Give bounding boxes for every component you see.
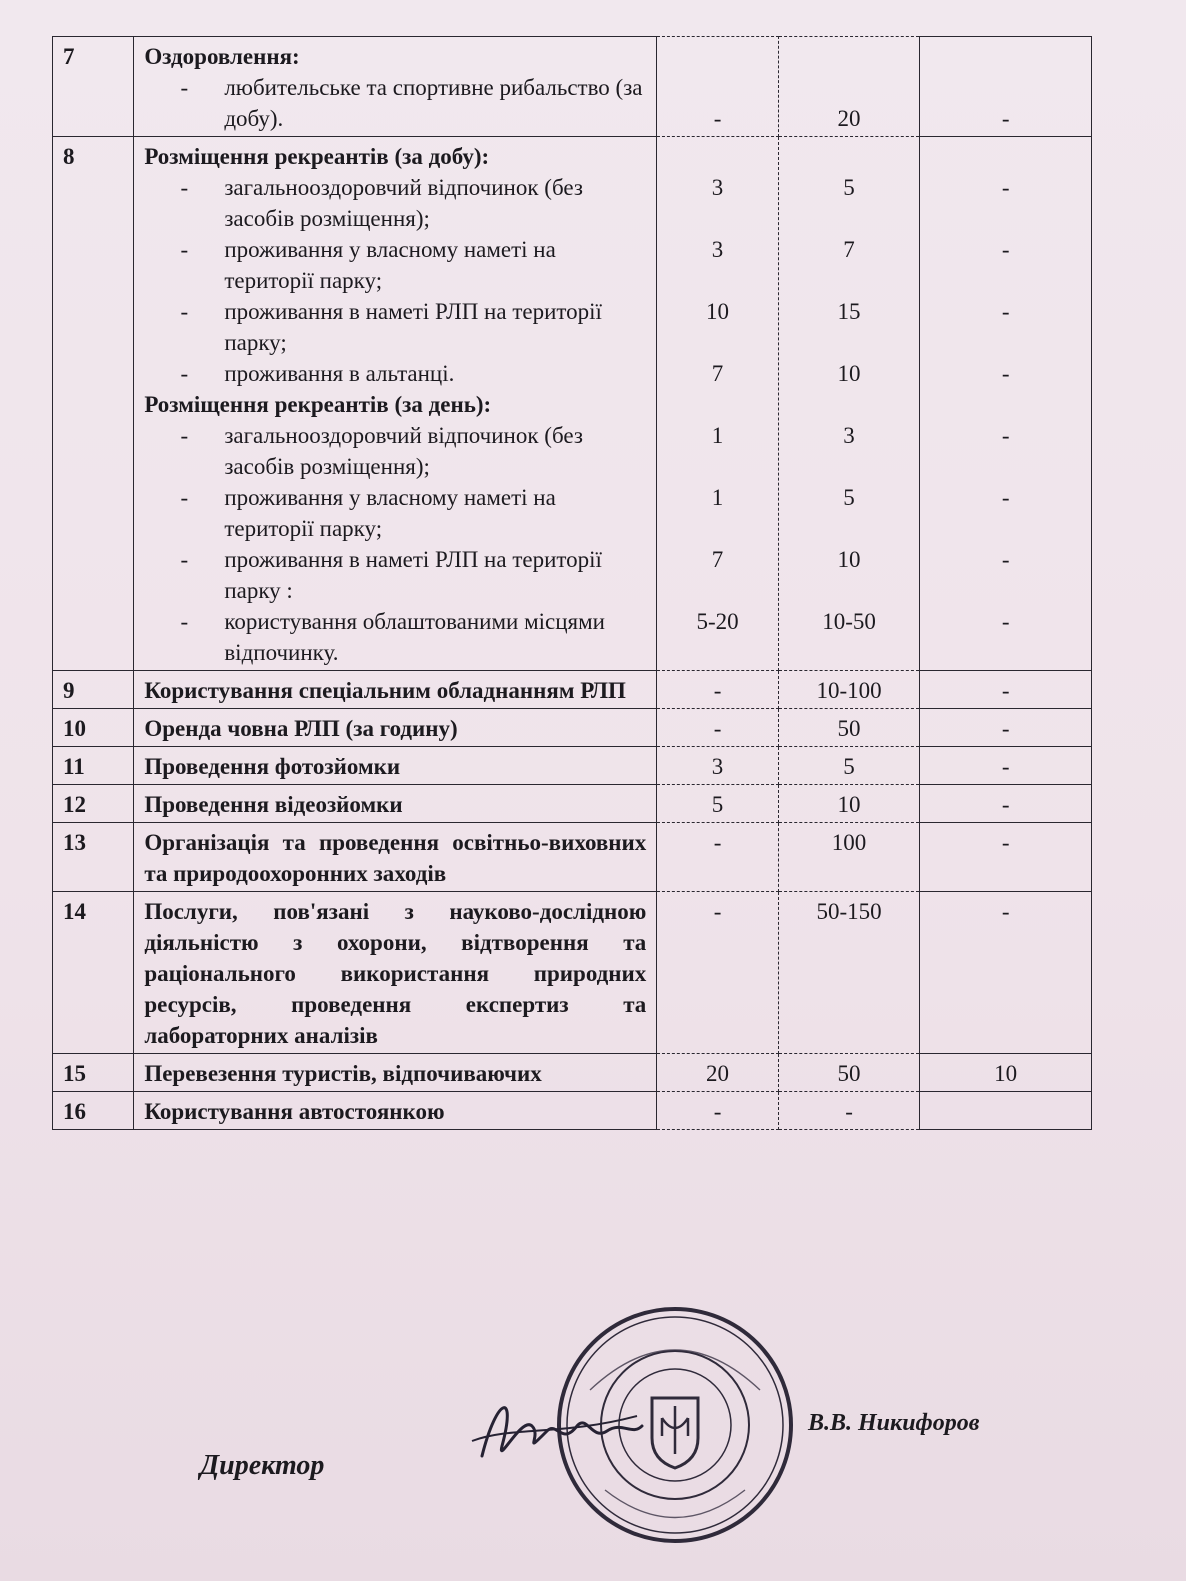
item-text: любительське та спортивне рибальство (за добу). [224,75,643,131]
price-col-2: 50 [778,709,920,747]
price-col-2 [778,37,920,137]
cell-value: 7 [711,547,724,572]
cell-value: 5 [843,175,855,200]
bullet-dash: - [180,237,189,262]
cell-value: - [1001,423,1010,448]
cell-value: - [1001,547,1010,572]
row-number: 7 [53,37,134,137]
row-description [134,37,657,137]
cell-value: - [1001,237,1010,262]
price-col-3: - [920,785,1092,823]
row-number: 11 [53,747,134,785]
price-col-3: - [920,671,1092,709]
price-col-1 [657,37,778,137]
table-row [53,137,1092,671]
row-number: 10 [53,709,134,747]
fees-table [52,36,1092,1130]
bullet-dash: - [180,299,189,324]
price-col-2: 10 [778,785,920,823]
cell-value: 15 [837,299,861,324]
list-item [144,544,646,606]
table-row [53,1054,1092,1092]
price-col-3: - [920,823,1092,892]
row-heading: Розміщення рекреантів (за день): [144,392,492,417]
cell-value: 10 [837,547,861,572]
price-col-3: - [920,747,1092,785]
row-number: 9 [53,671,134,709]
price-col-3: 10 [920,1054,1092,1092]
cell-value: - [1001,175,1010,200]
cell-value: 3 [711,175,724,200]
table-row [53,785,1092,823]
cell-value: 7 [843,237,855,262]
price-col-3 [920,137,1092,671]
cell-value: 3 [843,423,855,448]
item-text: проживання у власному наметі на території парку; [224,237,556,293]
cell-value: 5-20 [696,609,739,634]
price-col-1: - [657,892,778,1054]
cell-value: 3 [711,237,724,262]
row-number: 13 [53,823,134,892]
table-row [53,37,1092,137]
row-description: Проведення відеозйомки [134,785,657,823]
price-col-2: 100 [778,823,920,892]
table-row [53,671,1092,709]
director-label: Директор [200,1450,325,1481]
row-description: Організація та проведення освітньо-виховних та природоохоронних заходів [134,823,657,892]
bullet-dash: - [180,609,189,634]
cell-value: 7 [711,361,724,386]
cell-value: 10-50 [822,609,876,634]
price-col-1: - [657,709,778,747]
item-text: користування облаштованими місцями відпочинку. [224,609,605,665]
handwritten-signature-icon [462,1386,652,1476]
bullet-dash: - [180,423,189,448]
item-text: загальнооздоровчий відпочинок (без засобів розміщення); [224,175,583,231]
row-number: 15 [53,1054,134,1092]
price-col-2: 10-100 [778,671,920,709]
list-item [144,172,646,234]
row-number: 8 [53,137,134,671]
cell-value: 1 [711,485,724,510]
row-description: Оренда човна РЛП (за годину) [134,709,657,747]
director-name: В.В. Никифоров [808,1410,980,1436]
cell-value: - [1001,609,1010,634]
price-col-1 [657,137,778,671]
row-description: Послуги, пов'язані з науково-дослідною діяльністю з охорони, відтворення та раціонального використання природних ресурсів, проведення експертиз та лабораторних аналізів [134,892,657,1054]
row-description: Користування спеціальним обладнанням РЛП [134,671,657,709]
row-heading: Розміщення рекреантів (за добу): [144,144,490,169]
price-col-1: - [657,823,778,892]
list-item [144,296,646,358]
item-text: проживання у власному наметі на території парку; [224,485,556,541]
price-col-2 [778,137,920,671]
cell-value: - [1001,485,1010,510]
cell-value: 10 [706,299,730,324]
price-col-2: 5 [778,747,920,785]
price-col-3 [920,1092,1092,1130]
price-col-1: 5 [657,785,778,823]
table-row [53,823,1092,892]
price-col-1: - [657,1092,778,1130]
price-col-3: - [920,709,1092,747]
list-item [144,234,646,296]
table-row [53,892,1092,1054]
price-col-1: 20 [657,1054,778,1092]
item-text: проживання в альтанці. [224,361,455,386]
bullet-dash: - [180,75,189,100]
price-col-2: 50 [778,1054,920,1092]
bullet-dash: - [180,485,189,510]
cell-value: 1 [711,423,724,448]
table-row [53,1092,1092,1130]
signature-block [0,1300,1186,1581]
price-col-3: - [920,892,1092,1054]
price-col-1: 3 [657,747,778,785]
row-number: 12 [53,785,134,823]
row-description: Користування автостоянкою [134,1092,657,1130]
row-description [134,137,657,671]
bullet-dash: - [180,547,189,572]
price-col-2: 50-150 [778,892,920,1054]
row-description: Перевезення туристів, відпочиваючих [134,1054,657,1092]
cell-value: 20 [837,106,861,131]
item-text: загальнооздоровчий відпочинок (без засобів розміщення); [224,423,583,479]
row-number: 14 [53,892,134,1054]
table-row [53,747,1092,785]
list-item [144,358,646,389]
row-heading: Оздоровлення: [144,44,300,69]
row-description: Проведення фотозйомки [134,747,657,785]
list-item [144,606,646,668]
price-col-2: - [778,1092,920,1130]
cell-value: 5 [843,485,855,510]
item-text: проживання в наметі РЛП на території парку; [224,299,602,355]
item-text: проживання в наметі РЛП на території парку : [224,547,602,603]
list-item [144,482,646,544]
row-number: 16 [53,1092,134,1130]
list-item [144,420,646,482]
cell-value: - [1001,361,1010,386]
cell-value: - [1001,106,1010,131]
bullet-dash: - [180,361,189,386]
cell-value: - [1001,299,1010,324]
bullet-dash: - [180,175,189,200]
table-row [53,709,1092,747]
list-item [144,72,646,134]
cell-value: 10 [837,361,861,386]
price-col-3 [920,37,1092,137]
price-col-1: - [657,671,778,709]
cell-value: - [713,106,722,131]
